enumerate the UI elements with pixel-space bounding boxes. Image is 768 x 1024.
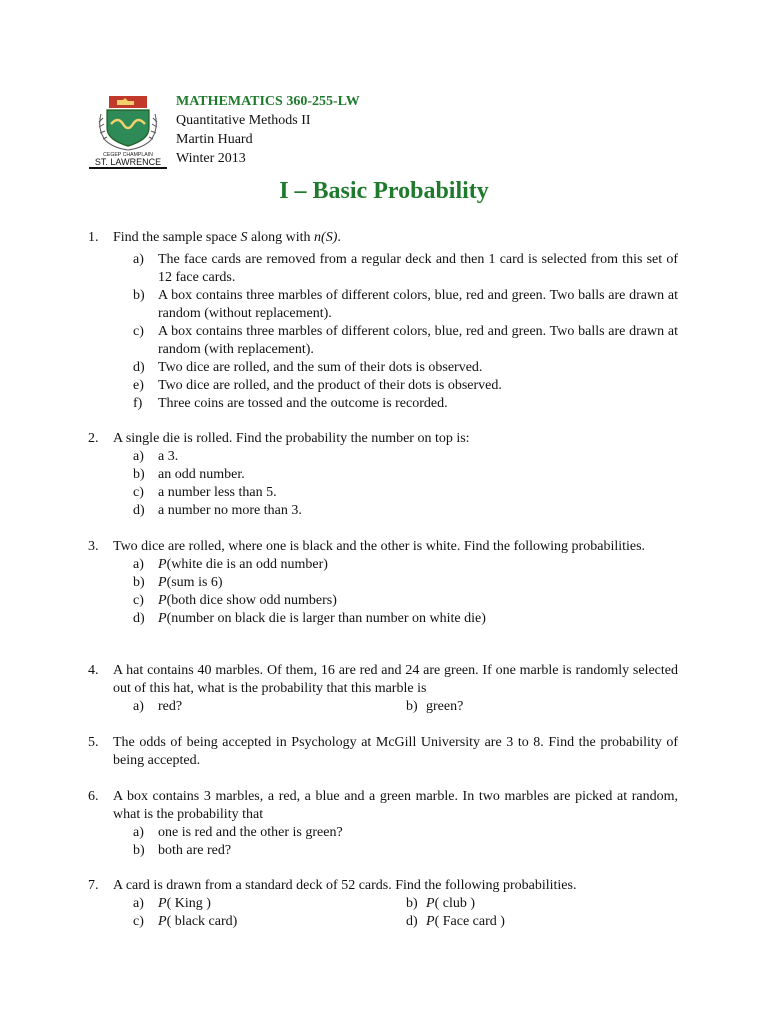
item-letter: c) xyxy=(133,324,144,339)
item-letter: d) xyxy=(133,503,145,518)
list-item xyxy=(88,466,678,484)
item-text: A box contains three marbles of different colors, blue, red and green. Two balls are drawn at random (with replacement). xyxy=(158,324,678,357)
item-letter: e) xyxy=(133,378,144,393)
item-text: an odd number. xyxy=(158,467,245,482)
item-text: Two dice are rolled, and the product of their dots is observed. xyxy=(158,378,502,393)
item-text: red? xyxy=(158,699,183,714)
list-item xyxy=(133,913,238,931)
item-letter: b) xyxy=(133,288,145,303)
item-letter: d) xyxy=(133,360,145,375)
question-items xyxy=(88,251,678,413)
question-number: 7. xyxy=(88,878,99,893)
question-number: 5. xyxy=(88,735,99,750)
question-stem: The odds of being accepted in Psychology at McGill University are 3 to 8. Find the probability of being accepted. xyxy=(113,735,678,768)
course-code: MATHEMATICS 360-255-LW xyxy=(176,94,360,109)
item-text: one is red and the other is green? xyxy=(158,825,343,840)
question-items xyxy=(88,448,678,520)
item-letter: d) xyxy=(406,914,418,929)
list-item xyxy=(88,359,678,377)
item-text: Two dice are rolled, and the sum of their dots is observed. xyxy=(158,360,483,375)
list-item xyxy=(406,913,505,931)
item-text: a number less than 5. xyxy=(158,485,277,500)
item-letter: d) xyxy=(133,611,145,626)
item-text: green? xyxy=(426,699,464,714)
question-items xyxy=(88,824,678,860)
item-text: P( black card) xyxy=(158,914,238,929)
question-number: 6. xyxy=(88,789,99,804)
logo-text-top: CEGEP CHAMPLAIN xyxy=(103,152,153,158)
list-item xyxy=(88,395,678,413)
list-item xyxy=(88,251,678,287)
item-row xyxy=(88,913,678,931)
question-6 xyxy=(88,788,678,860)
item-letter: f) xyxy=(133,396,143,411)
item-row xyxy=(88,895,678,913)
item-letter: c) xyxy=(133,914,144,929)
list-item xyxy=(406,698,464,716)
item-letter: b) xyxy=(133,467,145,482)
list-item xyxy=(133,698,183,716)
author-name: Martin Huard xyxy=(176,132,253,147)
question-number: 1. xyxy=(88,230,99,245)
list-item xyxy=(88,448,678,466)
list-item xyxy=(88,574,678,592)
list-item xyxy=(88,824,678,842)
list-item xyxy=(88,610,678,628)
list-item xyxy=(88,484,678,502)
question-number: 2. xyxy=(88,431,99,446)
question-stem: A hat contains 40 marbles. Of them, 16 are red and 24 are green. If one marble is randomly selected out of this hat, what is the probability that this marble is xyxy=(113,663,678,696)
item-letter: c) xyxy=(133,593,144,608)
item-letter: a) xyxy=(133,449,144,464)
item-letter: a) xyxy=(133,825,144,840)
question-stem: A box contains 3 marbles, a red, a blue and a green marble. In two marbles are picked at random, what is the probability that xyxy=(113,789,678,822)
course-header xyxy=(176,92,360,168)
item-text: P( Face card ) xyxy=(426,914,505,929)
page-title: I – Basic Probability xyxy=(279,178,489,204)
list-item xyxy=(88,556,678,574)
item-letter: c) xyxy=(133,485,144,500)
list-item xyxy=(88,287,678,323)
course-subtitle: Quantitative Methods II xyxy=(176,113,311,128)
item-letter: a) xyxy=(133,557,144,572)
question-number: 4. xyxy=(88,663,99,678)
item-text: P( King ) xyxy=(158,896,211,911)
list-item xyxy=(133,895,211,913)
item-text: The face cards are removed from a regular deck and then 1 card is selected from this set of 12 face cards. xyxy=(158,252,678,285)
question-7 xyxy=(88,877,678,931)
list-item xyxy=(88,842,678,860)
list-item xyxy=(88,377,678,395)
question-2 xyxy=(88,430,678,520)
question-3 xyxy=(88,538,678,628)
item-text: Three coins are tossed and the outcome is recorded. xyxy=(158,396,448,411)
question-4 xyxy=(88,662,678,716)
question-stem: A single die is rolled. Find the probability the number on top is: xyxy=(113,431,470,446)
item-text: P(both dice show odd numbers) xyxy=(158,593,337,608)
item-letter: b) xyxy=(406,699,418,714)
item-text: a number no more than 3. xyxy=(158,503,302,518)
question-stem: Two dice are rolled, where one is black and the other is white. Find the following probabilities. xyxy=(113,539,646,554)
item-text: P(number on black die is larger than number on white die) xyxy=(158,611,486,626)
question-5 xyxy=(88,734,678,770)
list-item xyxy=(406,895,475,913)
college-crest-logo xyxy=(87,94,169,170)
item-text: A box contains three marbles of different colors, blue, red and green. Two balls are drawn at random (without replacement). xyxy=(158,288,678,321)
item-text: a 3. xyxy=(158,449,179,464)
question-number: 3. xyxy=(88,539,99,554)
list-item xyxy=(88,592,678,610)
item-text: P(sum is 6) xyxy=(158,575,223,590)
item-letter: a) xyxy=(133,896,144,911)
item-text: P( club ) xyxy=(426,896,475,911)
question-items xyxy=(88,556,678,628)
logo-text-main: ST. LAWRENCE xyxy=(94,157,162,167)
item-letter: b) xyxy=(406,896,418,911)
item-letter: b) xyxy=(133,843,145,858)
item-letter: b) xyxy=(133,575,145,590)
item-row xyxy=(88,698,678,716)
list-item xyxy=(88,502,678,520)
question-stem: Find the sample space S along with n(S). xyxy=(113,230,341,245)
question-stem: A card is drawn from a standard deck of 52 cards. Find the following probabilities. xyxy=(113,878,577,893)
item-letter: a) xyxy=(133,252,144,267)
term: Winter 2013 xyxy=(176,151,246,166)
list-item xyxy=(88,323,678,359)
item-letter: a) xyxy=(133,699,144,714)
question-1 xyxy=(88,229,678,413)
item-text: both are red? xyxy=(158,843,232,858)
item-text: P(white die is an odd number) xyxy=(158,557,328,572)
